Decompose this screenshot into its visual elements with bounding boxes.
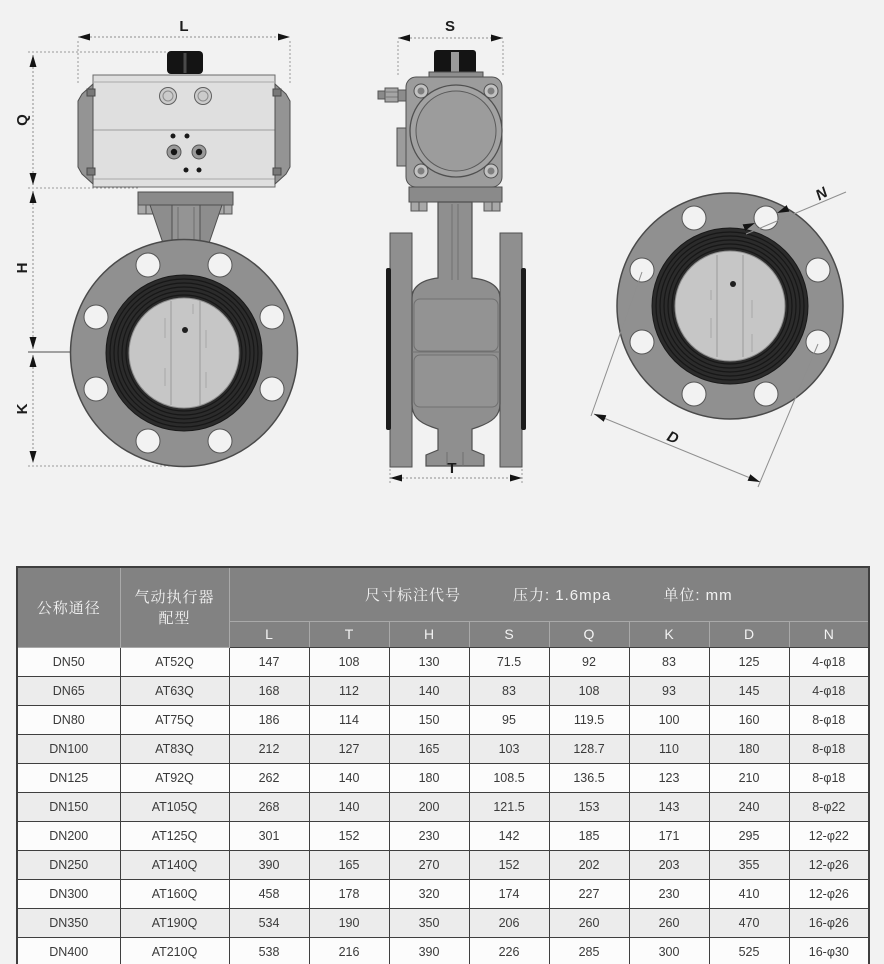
table-cell: 295 [709, 821, 789, 850]
table-cell: 186 [229, 705, 309, 734]
seat-edge-left [386, 268, 391, 430]
flange-side-right [500, 233, 522, 467]
table-cell: 270 [389, 850, 469, 879]
table-cell: 150 [389, 705, 469, 734]
table-cell: 226 [469, 937, 549, 964]
table-cell: AT190Q [120, 908, 229, 937]
table-cell: 136.5 [549, 763, 629, 792]
disc-center-pin [182, 327, 188, 333]
table-cell: 121.5 [469, 792, 549, 821]
side-view [378, 18, 526, 483]
header-nominal-diameter: 公称通径 [17, 567, 120, 647]
table-cell: 8-φ18 [789, 763, 869, 792]
table-cell: 165 [309, 850, 389, 879]
table-cell: 12-φ26 [789, 850, 869, 879]
table-row [17, 647, 869, 676]
table-wrap [16, 566, 868, 964]
table-cell: 301 [229, 821, 309, 850]
header-unit: 单位: mm [663, 586, 733, 604]
table-cell: 103 [469, 734, 549, 763]
header-pressure: 压力: 1.6mpa [512, 586, 612, 604]
table-cell: 260 [629, 908, 709, 937]
table-cell: 140 [389, 676, 469, 705]
table-cell: DN100 [17, 734, 120, 763]
table-cell: 300 [629, 937, 709, 964]
header-dim-title: 尺寸标注代号 [364, 586, 461, 604]
table-cell: 168 [229, 676, 309, 705]
table-cell: AT140Q [120, 850, 229, 879]
table-cell: 202 [549, 850, 629, 879]
table-cell: 16-φ30 [789, 937, 869, 964]
table-cell: 123 [629, 763, 709, 792]
table-cell: 240 [709, 792, 789, 821]
dim-label-Q: Q [14, 114, 31, 126]
dim-label-N: N [812, 184, 831, 205]
header-actuator-model [120, 567, 229, 647]
table-cell: DN125 [17, 763, 120, 792]
table-cell: DN65 [17, 676, 120, 705]
dimension-table [16, 566, 870, 964]
table-cell: 200 [389, 792, 469, 821]
table-cell: 203 [629, 850, 709, 879]
table-cell: 112 [309, 676, 389, 705]
table-cell: 534 [229, 908, 309, 937]
table-cell: 525 [709, 937, 789, 964]
table-cell: DN300 [17, 879, 120, 908]
pneumatic-actuator-side [378, 50, 502, 187]
table-cell: 127 [309, 734, 389, 763]
table-body [17, 647, 869, 964]
table-cell: 83 [629, 647, 709, 676]
table-cell: DN250 [17, 850, 120, 879]
table-cell: DN200 [17, 821, 120, 850]
table-cell: 8-φ22 [789, 792, 869, 821]
table-cell: 8-φ18 [789, 734, 869, 763]
table-cell: AT105Q [120, 792, 229, 821]
table-cell: 95 [469, 705, 549, 734]
hex-bolt [195, 88, 212, 105]
table-cell: 350 [389, 908, 469, 937]
table-cell: 180 [709, 734, 789, 763]
table-row [17, 676, 869, 705]
dim-line-D [594, 414, 760, 482]
table-cell: 171 [629, 821, 709, 850]
valve-body-side [386, 187, 526, 467]
pneumatic-actuator-front [78, 51, 290, 187]
table-cell: 92 [549, 647, 629, 676]
table-cell: 152 [469, 850, 549, 879]
table-cell: 93 [629, 676, 709, 705]
table-row [17, 734, 869, 763]
table-cell: 185 [549, 821, 629, 850]
table-cell: AT52Q [120, 647, 229, 676]
header-actuator-line1: 气动执行器 [134, 589, 215, 607]
table-cell: DN350 [17, 908, 120, 937]
dim-label-L: L [179, 18, 189, 35]
table-cell: 410 [709, 879, 789, 908]
table-row [17, 705, 869, 734]
table-row [17, 850, 869, 879]
table-cell: AT210Q [120, 937, 229, 964]
table-cell: 190 [309, 908, 389, 937]
table-cell: 355 [709, 850, 789, 879]
flange-view [591, 183, 846, 487]
table-cell: AT125Q [120, 821, 229, 850]
table-row [17, 908, 869, 937]
table-cell: DN80 [17, 705, 120, 734]
table-cell: 458 [229, 879, 309, 908]
table-cell: 140 [309, 792, 389, 821]
table-cell: 260 [549, 908, 629, 937]
table-row [17, 821, 869, 850]
valve-disc [675, 251, 785, 361]
table-cell: 153 [549, 792, 629, 821]
table-cell: 320 [389, 879, 469, 908]
table-cell: 83 [469, 676, 549, 705]
table-cell: 230 [389, 821, 469, 850]
dim-label-T: T [447, 460, 457, 477]
table-cell: 230 [629, 879, 709, 908]
dim-col-header: D [709, 621, 789, 647]
header-actuator-line2: 配型 [158, 610, 191, 628]
table-row [17, 879, 869, 908]
table-cell: AT63Q [120, 676, 229, 705]
table-cell: 390 [229, 850, 309, 879]
dim-label-S: S [444, 18, 456, 35]
table-cell: 227 [549, 879, 629, 908]
table-cell: 152 [309, 821, 389, 850]
valve-body-front [71, 240, 298, 467]
table-cell: 178 [309, 879, 389, 908]
table-cell: 12-φ22 [789, 821, 869, 850]
table-cell: 4-φ18 [789, 676, 869, 705]
table-cell: 108 [309, 647, 389, 676]
dim-col-header: H [389, 621, 469, 647]
table-cell: 145 [709, 676, 789, 705]
table-cell: 285 [549, 937, 629, 964]
dim-col-header: K [629, 621, 709, 647]
disc-center-pin [730, 281, 736, 287]
table-cell: AT160Q [120, 879, 229, 908]
dim-col-header: N [789, 621, 869, 647]
table-cell: 143 [629, 792, 709, 821]
table-cell: 262 [229, 763, 309, 792]
table-cell: DN400 [17, 937, 120, 964]
table-cell: 4-φ18 [789, 647, 869, 676]
air-fitting [378, 91, 385, 99]
table-cell: DN150 [17, 792, 120, 821]
table-cell: 140 [309, 763, 389, 792]
table-cell: 212 [229, 734, 309, 763]
table-cell: 108.5 [469, 763, 549, 792]
table-cell: DN50 [17, 647, 120, 676]
flange-side-left [390, 233, 412, 467]
table-cell: 268 [229, 792, 309, 821]
dim-col-header: Q [549, 621, 629, 647]
table-cell: AT92Q [120, 763, 229, 792]
dim-label-K: K [14, 403, 31, 415]
table-cell: 160 [709, 705, 789, 734]
table-cell: AT75Q [120, 705, 229, 734]
table-cell: 110 [629, 734, 709, 763]
table-cell: 390 [389, 937, 469, 964]
table-cell: 8-φ18 [789, 705, 869, 734]
table-cell: 538 [229, 937, 309, 964]
table-cell: 216 [309, 937, 389, 964]
valve-disc [129, 298, 239, 408]
dim-label-H: H [14, 262, 31, 274]
table-cell: 206 [469, 908, 549, 937]
table-cell: 12-φ26 [789, 879, 869, 908]
table-row [17, 792, 869, 821]
table-cell: 114 [309, 705, 389, 734]
table-cell: AT83Q [120, 734, 229, 763]
table-cell: 142 [469, 821, 549, 850]
table-cell: 147 [229, 647, 309, 676]
table-cell: 210 [709, 763, 789, 792]
table-row [17, 937, 869, 964]
table-cell: 165 [389, 734, 469, 763]
table-cell: 128.7 [549, 734, 629, 763]
seat-edge-right [521, 268, 526, 430]
table-cell: 119.5 [549, 705, 629, 734]
dim-col-header: S [469, 621, 549, 647]
table-cell: 470 [709, 908, 789, 937]
table-cell: 100 [629, 705, 709, 734]
table-cell: 180 [389, 763, 469, 792]
table-cell: 108 [549, 676, 629, 705]
header-dimensions-cell [229, 567, 869, 621]
hex-bolt [160, 88, 177, 105]
dim-label-D: D [664, 427, 682, 448]
dim-col-header: T [309, 621, 389, 647]
table-cell: 16-φ26 [789, 908, 869, 937]
front-view [14, 18, 298, 467]
table-cell: 174 [469, 879, 549, 908]
table-cell: 130 [389, 647, 469, 676]
table-cell: 125 [709, 647, 789, 676]
table-row [17, 763, 869, 792]
dim-col-header: L [229, 621, 309, 647]
table-cell: 71.5 [469, 647, 549, 676]
